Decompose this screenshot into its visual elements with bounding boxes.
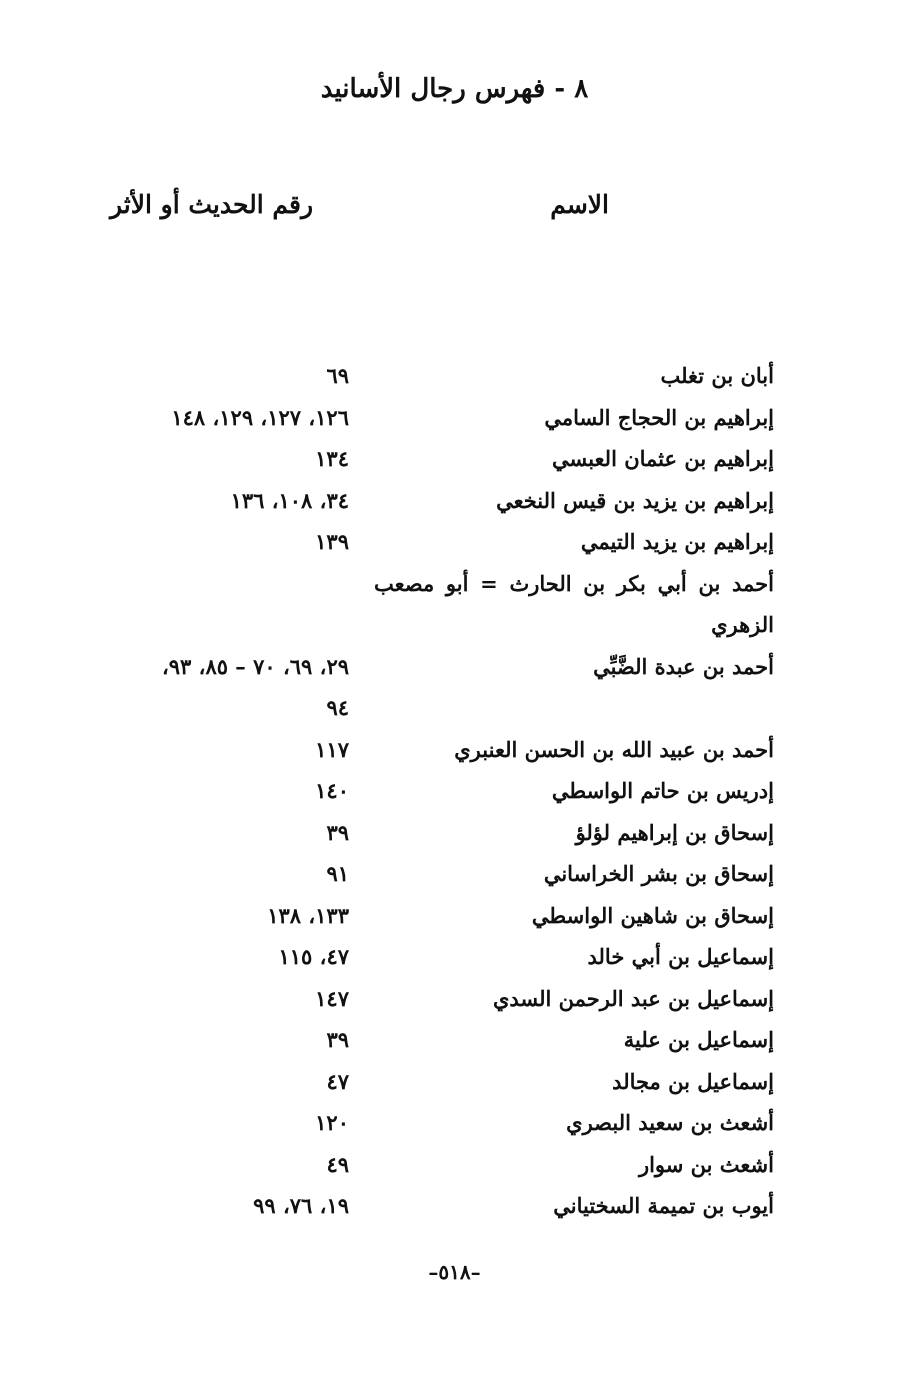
index-entry — [0, 980, 909, 1022]
index-entry — [0, 1104, 909, 1146]
index-entry — [0, 1021, 909, 1063]
entry-refs: ٩١ — [326, 861, 349, 886]
index-entry — [0, 482, 909, 524]
index-entry — [0, 897, 909, 939]
name-column-header: الاسم — [550, 190, 609, 219]
entry-name: إسماعيل بن مجالد — [612, 1068, 774, 1094]
entry-name: إسحاق بن شاهين الواسطي — [531, 902, 774, 928]
entry-name: أحمد بن عبيد الله بن الحسن العنبري — [454, 736, 774, 762]
index-entry — [0, 938, 909, 980]
index-entry — [0, 648, 909, 690]
entry-name: إبراهيم بن يزيد بن قيس النخعي — [496, 487, 774, 513]
index-entry — [0, 1063, 909, 1105]
index-entry — [0, 772, 909, 814]
entry-refs: ٤٧، ١١٥ — [278, 944, 349, 969]
entry-refs: ١٢٠ — [315, 1110, 349, 1135]
entry-name: إدريس بن حاتم الواسطي — [551, 778, 774, 803]
entry-name: إسماعيل بن عبد الرحمن السدي — [492, 985, 774, 1011]
entry-name: أحمد بن عبدة الضَّبِّي — [593, 653, 774, 679]
entry-refs: ٦٩ — [326, 363, 349, 388]
entry-refs: ١٤٠ — [315, 778, 349, 803]
entry-refs: ١٢٦، ١٢٧، ١٢٩، ١٤٨ — [171, 404, 349, 430]
index-entry — [0, 1187, 909, 1229]
entry-refs: ٣٩ — [326, 1027, 349, 1052]
entry-name: أحمد بن أبي بكر بن الحارث = أبو مصعب — [374, 570, 774, 596]
entry-refs: ١٩، ٧٦، ٩٩ — [253, 1193, 349, 1218]
entry-refs: ١٣٤ — [315, 446, 349, 471]
entry-name: إسحاق بن بشر الخراساني — [543, 861, 774, 886]
entry-name: إسحاق بن إبراهيم لؤلؤ — [575, 819, 774, 845]
index-entry — [0, 440, 909, 482]
entry-refs: ٣٩ — [326, 819, 349, 845]
index-entry — [0, 523, 909, 565]
index-title: ٨ - فهرس رجال الأسانيد — [320, 74, 589, 104]
entry-name: إسماعيل بن علية — [623, 1027, 774, 1052]
entry-name: إسماعيل بن أبي خالد — [587, 944, 774, 969]
entry-refs: ٩٤ — [326, 695, 349, 720]
entry-name: إبراهيم بن عثمان العبسي — [551, 446, 774, 471]
entry-refs: ٣٤، ١٠٨، ١٣٦ — [230, 487, 349, 513]
index-entry — [0, 1146, 909, 1188]
index-entry — [0, 399, 909, 441]
index-entry — [0, 689, 909, 731]
entry-name: أيوب بن تميمة السختياني — [553, 1193, 774, 1218]
index-entry — [0, 814, 909, 856]
index-entries — [0, 357, 909, 1229]
entry-refs: ١٤٧ — [315, 985, 349, 1011]
entry-refs: ٢٩، ٦٩، ٧٠ – ٨٥، ٩٣، — [162, 653, 349, 679]
entry-refs: ١٣٣، ١٣٨ — [267, 902, 349, 928]
entry-name: أشعث بن سوار — [638, 1151, 774, 1177]
index-entry — [0, 357, 909, 399]
entry-name: إبراهيم بن الحجاج السامي — [544, 404, 774, 430]
entry-name: إبراهيم بن يزيد التيمي — [580, 529, 774, 554]
page-number: –٥١٨– — [428, 1260, 481, 1284]
entry-refs: ٤٩ — [326, 1151, 349, 1177]
reference-column-header: رقم الحديث أو الأثر — [110, 190, 314, 219]
entry-refs: ١٣٩ — [315, 529, 349, 554]
index-entry — [0, 565, 909, 607]
index-entry — [0, 731, 909, 773]
entry-name: أبان بن تغلب — [660, 363, 774, 388]
entry-name: الزهري — [711, 612, 774, 637]
entry-name: أشعث بن سعيد البصري — [566, 1110, 774, 1135]
index-entry — [0, 855, 909, 897]
index-entry — [0, 606, 909, 648]
entry-refs: ١١٧ — [315, 736, 349, 762]
entry-refs: ٤٧ — [326, 1068, 349, 1094]
